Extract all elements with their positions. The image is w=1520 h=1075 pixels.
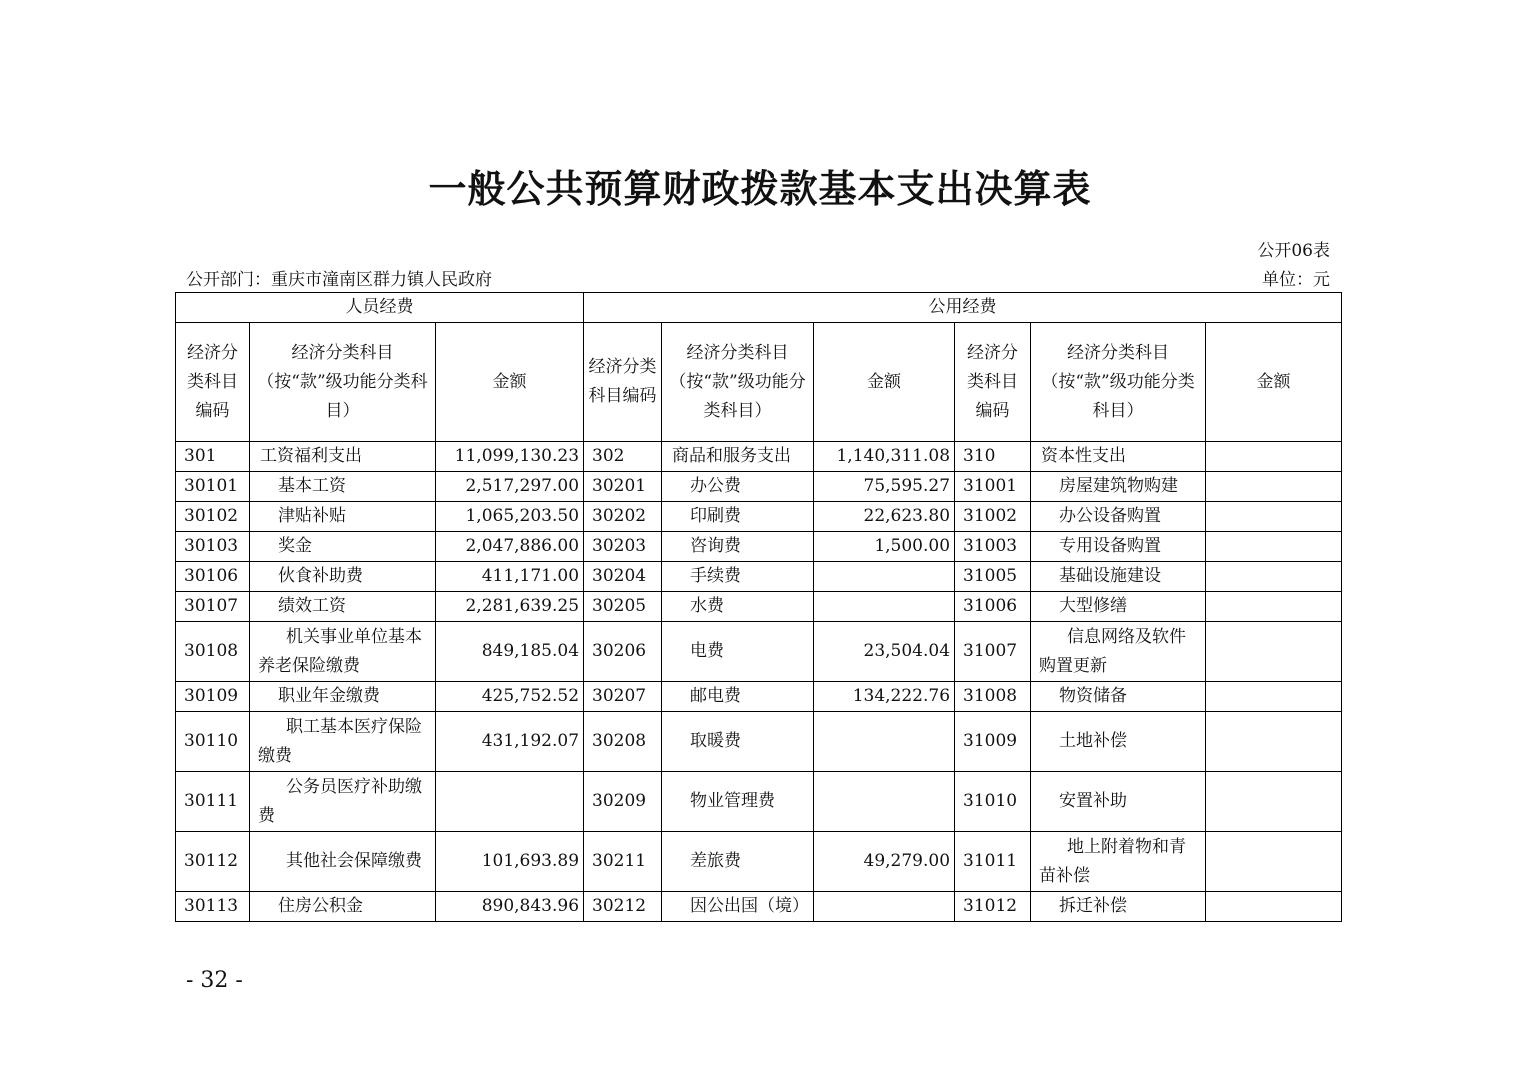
table-row bbox=[176, 682, 1342, 712]
table-row bbox=[176, 892, 1342, 922]
economic-code: 31002 bbox=[955, 502, 1031, 532]
table-row bbox=[176, 532, 1342, 562]
economic-name: 安置补助 bbox=[1031, 772, 1206, 832]
economic-code: 301 bbox=[176, 442, 250, 472]
economic-name: 绩效工资 bbox=[250, 592, 436, 622]
economic-code: 310 bbox=[955, 442, 1031, 472]
economic-name: 办公设备购置 bbox=[1031, 502, 1206, 532]
amount: 75,595.27 bbox=[814, 472, 955, 502]
economic-name: 差旅费 bbox=[662, 832, 814, 892]
page-number: - 32 - bbox=[186, 968, 243, 993]
economic-name: 专用设备购置 bbox=[1031, 532, 1206, 562]
economic-code: 31011 bbox=[955, 832, 1031, 892]
amount bbox=[1206, 682, 1342, 712]
amount bbox=[1206, 832, 1342, 892]
amount: 1,500.00 bbox=[814, 532, 955, 562]
economic-name: 房屋建筑物购建 bbox=[1031, 472, 1206, 502]
amount bbox=[814, 712, 955, 772]
economic-name: 拆迁补偿 bbox=[1031, 892, 1206, 922]
economic-code: 30110 bbox=[176, 712, 250, 772]
amount: 2,281,639.25 bbox=[436, 592, 584, 622]
economic-name: 物业管理费 bbox=[662, 772, 814, 832]
economic-name: 地上附着物和青苗补偿 bbox=[1031, 832, 1206, 892]
economic-name: 资本性支出 bbox=[1031, 442, 1206, 472]
economic-code: 30111 bbox=[176, 772, 250, 832]
economic-code: 31007 bbox=[955, 622, 1031, 682]
economic-code: 30204 bbox=[584, 562, 662, 592]
economic-code: 30205 bbox=[584, 592, 662, 622]
economic-name: 机关事业单位基本养老保险缴费 bbox=[250, 622, 436, 682]
amount: 425,752.52 bbox=[436, 682, 584, 712]
amount: 2,047,886.00 bbox=[436, 532, 584, 562]
economic-name: 邮电费 bbox=[662, 682, 814, 712]
economic-name: 基础设施建设 bbox=[1031, 562, 1206, 592]
economic-name: 水费 bbox=[662, 592, 814, 622]
economic-code: 31003 bbox=[955, 532, 1031, 562]
economic-name: 取暖费 bbox=[662, 712, 814, 772]
economic-code: 30207 bbox=[584, 682, 662, 712]
form-number: 公开06表 bbox=[1257, 241, 1330, 261]
economic-code: 30203 bbox=[584, 532, 662, 562]
economic-code: 30206 bbox=[584, 622, 662, 682]
group-public: 公用经费 bbox=[584, 293, 1342, 323]
header-code: 经济分类科目编码 bbox=[955, 323, 1031, 442]
economic-name: 奖金 bbox=[250, 532, 436, 562]
table-row bbox=[176, 712, 1342, 772]
amount bbox=[1206, 622, 1342, 682]
amount: 411,171.00 bbox=[436, 562, 584, 592]
economic-name: 物资储备 bbox=[1031, 682, 1206, 712]
amount: 849,185.04 bbox=[436, 622, 584, 682]
economic-code: 30211 bbox=[584, 832, 662, 892]
economic-code: 30201 bbox=[584, 472, 662, 502]
economic-code: 30208 bbox=[584, 712, 662, 772]
amount bbox=[1206, 592, 1342, 622]
economic-code: 30107 bbox=[176, 592, 250, 622]
economic-name: 印刷费 bbox=[662, 502, 814, 532]
economic-name: 住房公积金 bbox=[250, 892, 436, 922]
amount: 101,693.89 bbox=[436, 832, 584, 892]
amount: 1,140,311.08 bbox=[814, 442, 955, 472]
amount: 1,065,203.50 bbox=[436, 502, 584, 532]
amount: 22,623.80 bbox=[814, 502, 955, 532]
amount bbox=[814, 562, 955, 592]
amount: 134,222.76 bbox=[814, 682, 955, 712]
department-label: 公开部门：重庆市潼南区群力镇人民政府 bbox=[186, 270, 492, 290]
economic-code: 30112 bbox=[176, 832, 250, 892]
economic-name: 基本工资 bbox=[250, 472, 436, 502]
header-amount: 金额 bbox=[1206, 323, 1342, 442]
economic-code: 31005 bbox=[955, 562, 1031, 592]
economic-code: 31010 bbox=[955, 772, 1031, 832]
header-code: 经济分类科目编码 bbox=[584, 323, 662, 442]
amount bbox=[1206, 892, 1342, 922]
amount bbox=[1206, 442, 1342, 472]
group-personnel: 人员经费 bbox=[176, 293, 584, 323]
economic-name: 大型修缮 bbox=[1031, 592, 1206, 622]
amount bbox=[1206, 712, 1342, 772]
amount: 11,099,130.23 bbox=[436, 442, 584, 472]
economic-name: 职业年金缴费 bbox=[250, 682, 436, 712]
page-title: 一般公共预算财政拨款基本支出决算表 bbox=[428, 166, 1092, 211]
economic-name: 津贴补贴 bbox=[250, 502, 436, 532]
table-row bbox=[176, 772, 1342, 832]
amount bbox=[436, 772, 584, 832]
table-row bbox=[176, 832, 1342, 892]
table-row bbox=[176, 562, 1342, 592]
economic-code: 30209 bbox=[584, 772, 662, 832]
economic-code: 31001 bbox=[955, 472, 1031, 502]
economic-name: 因公出国（境） bbox=[662, 892, 814, 922]
economic-code: 31012 bbox=[955, 892, 1031, 922]
economic-name: 职工基本医疗保险缴费 bbox=[250, 712, 436, 772]
unit-label: 单位：元 bbox=[1262, 270, 1330, 290]
economic-name: 其他社会保障缴费 bbox=[250, 832, 436, 892]
amount: 2,517,297.00 bbox=[436, 472, 584, 502]
header-name: 经济分类科目（按“款”级功能分类科目） bbox=[250, 323, 436, 442]
table-row bbox=[176, 502, 1342, 532]
economic-code: 30108 bbox=[176, 622, 250, 682]
economic-code: 302 bbox=[584, 442, 662, 472]
economic-code: 30101 bbox=[176, 472, 250, 502]
economic-name: 工资福利支出 bbox=[250, 442, 436, 472]
economic-name: 商品和服务支出 bbox=[662, 442, 814, 472]
header-amount: 金额 bbox=[814, 323, 955, 442]
amount: 49,279.00 bbox=[814, 832, 955, 892]
table-row bbox=[176, 472, 1342, 502]
economic-code: 30102 bbox=[176, 502, 250, 532]
amount: 431,192.07 bbox=[436, 712, 584, 772]
header-name: 经济分类科目（按“款”级功能分类科目） bbox=[662, 323, 814, 442]
amount: 890,843.96 bbox=[436, 892, 584, 922]
economic-name: 伙食补助费 bbox=[250, 562, 436, 592]
economic-code: 30113 bbox=[176, 892, 250, 922]
economic-name: 电费 bbox=[662, 622, 814, 682]
amount bbox=[1206, 502, 1342, 532]
economic-name: 土地补偿 bbox=[1031, 712, 1206, 772]
header-name: 经济分类科目（按“款”级功能分类科目） bbox=[1031, 323, 1206, 442]
amount bbox=[1206, 532, 1342, 562]
economic-name: 咨询费 bbox=[662, 532, 814, 562]
economic-code: 30109 bbox=[176, 682, 250, 712]
amount bbox=[1206, 562, 1342, 592]
amount: 23,504.04 bbox=[814, 622, 955, 682]
amount bbox=[814, 772, 955, 832]
table-row bbox=[176, 442, 1342, 472]
header-amount: 金额 bbox=[436, 323, 584, 442]
amount bbox=[814, 892, 955, 922]
economic-code: 30202 bbox=[584, 502, 662, 532]
economic-code: 31008 bbox=[955, 682, 1031, 712]
economic-name: 公务员医疗补助缴费 bbox=[250, 772, 436, 832]
economic-code: 30212 bbox=[584, 892, 662, 922]
table-row bbox=[176, 622, 1342, 682]
table-row bbox=[176, 592, 1342, 622]
header-code: 经济分类科目编码 bbox=[176, 323, 250, 442]
amount bbox=[814, 592, 955, 622]
expenditure-table bbox=[175, 292, 1342, 922]
economic-code: 31006 bbox=[955, 592, 1031, 622]
amount bbox=[1206, 472, 1342, 502]
economic-name: 信息网络及软件购置更新 bbox=[1031, 622, 1206, 682]
economic-name: 手续费 bbox=[662, 562, 814, 592]
economic-code: 30103 bbox=[176, 532, 250, 562]
economic-name: 办公费 bbox=[662, 472, 814, 502]
amount bbox=[1206, 772, 1342, 832]
economic-code: 31009 bbox=[955, 712, 1031, 772]
economic-code: 30106 bbox=[176, 562, 250, 592]
